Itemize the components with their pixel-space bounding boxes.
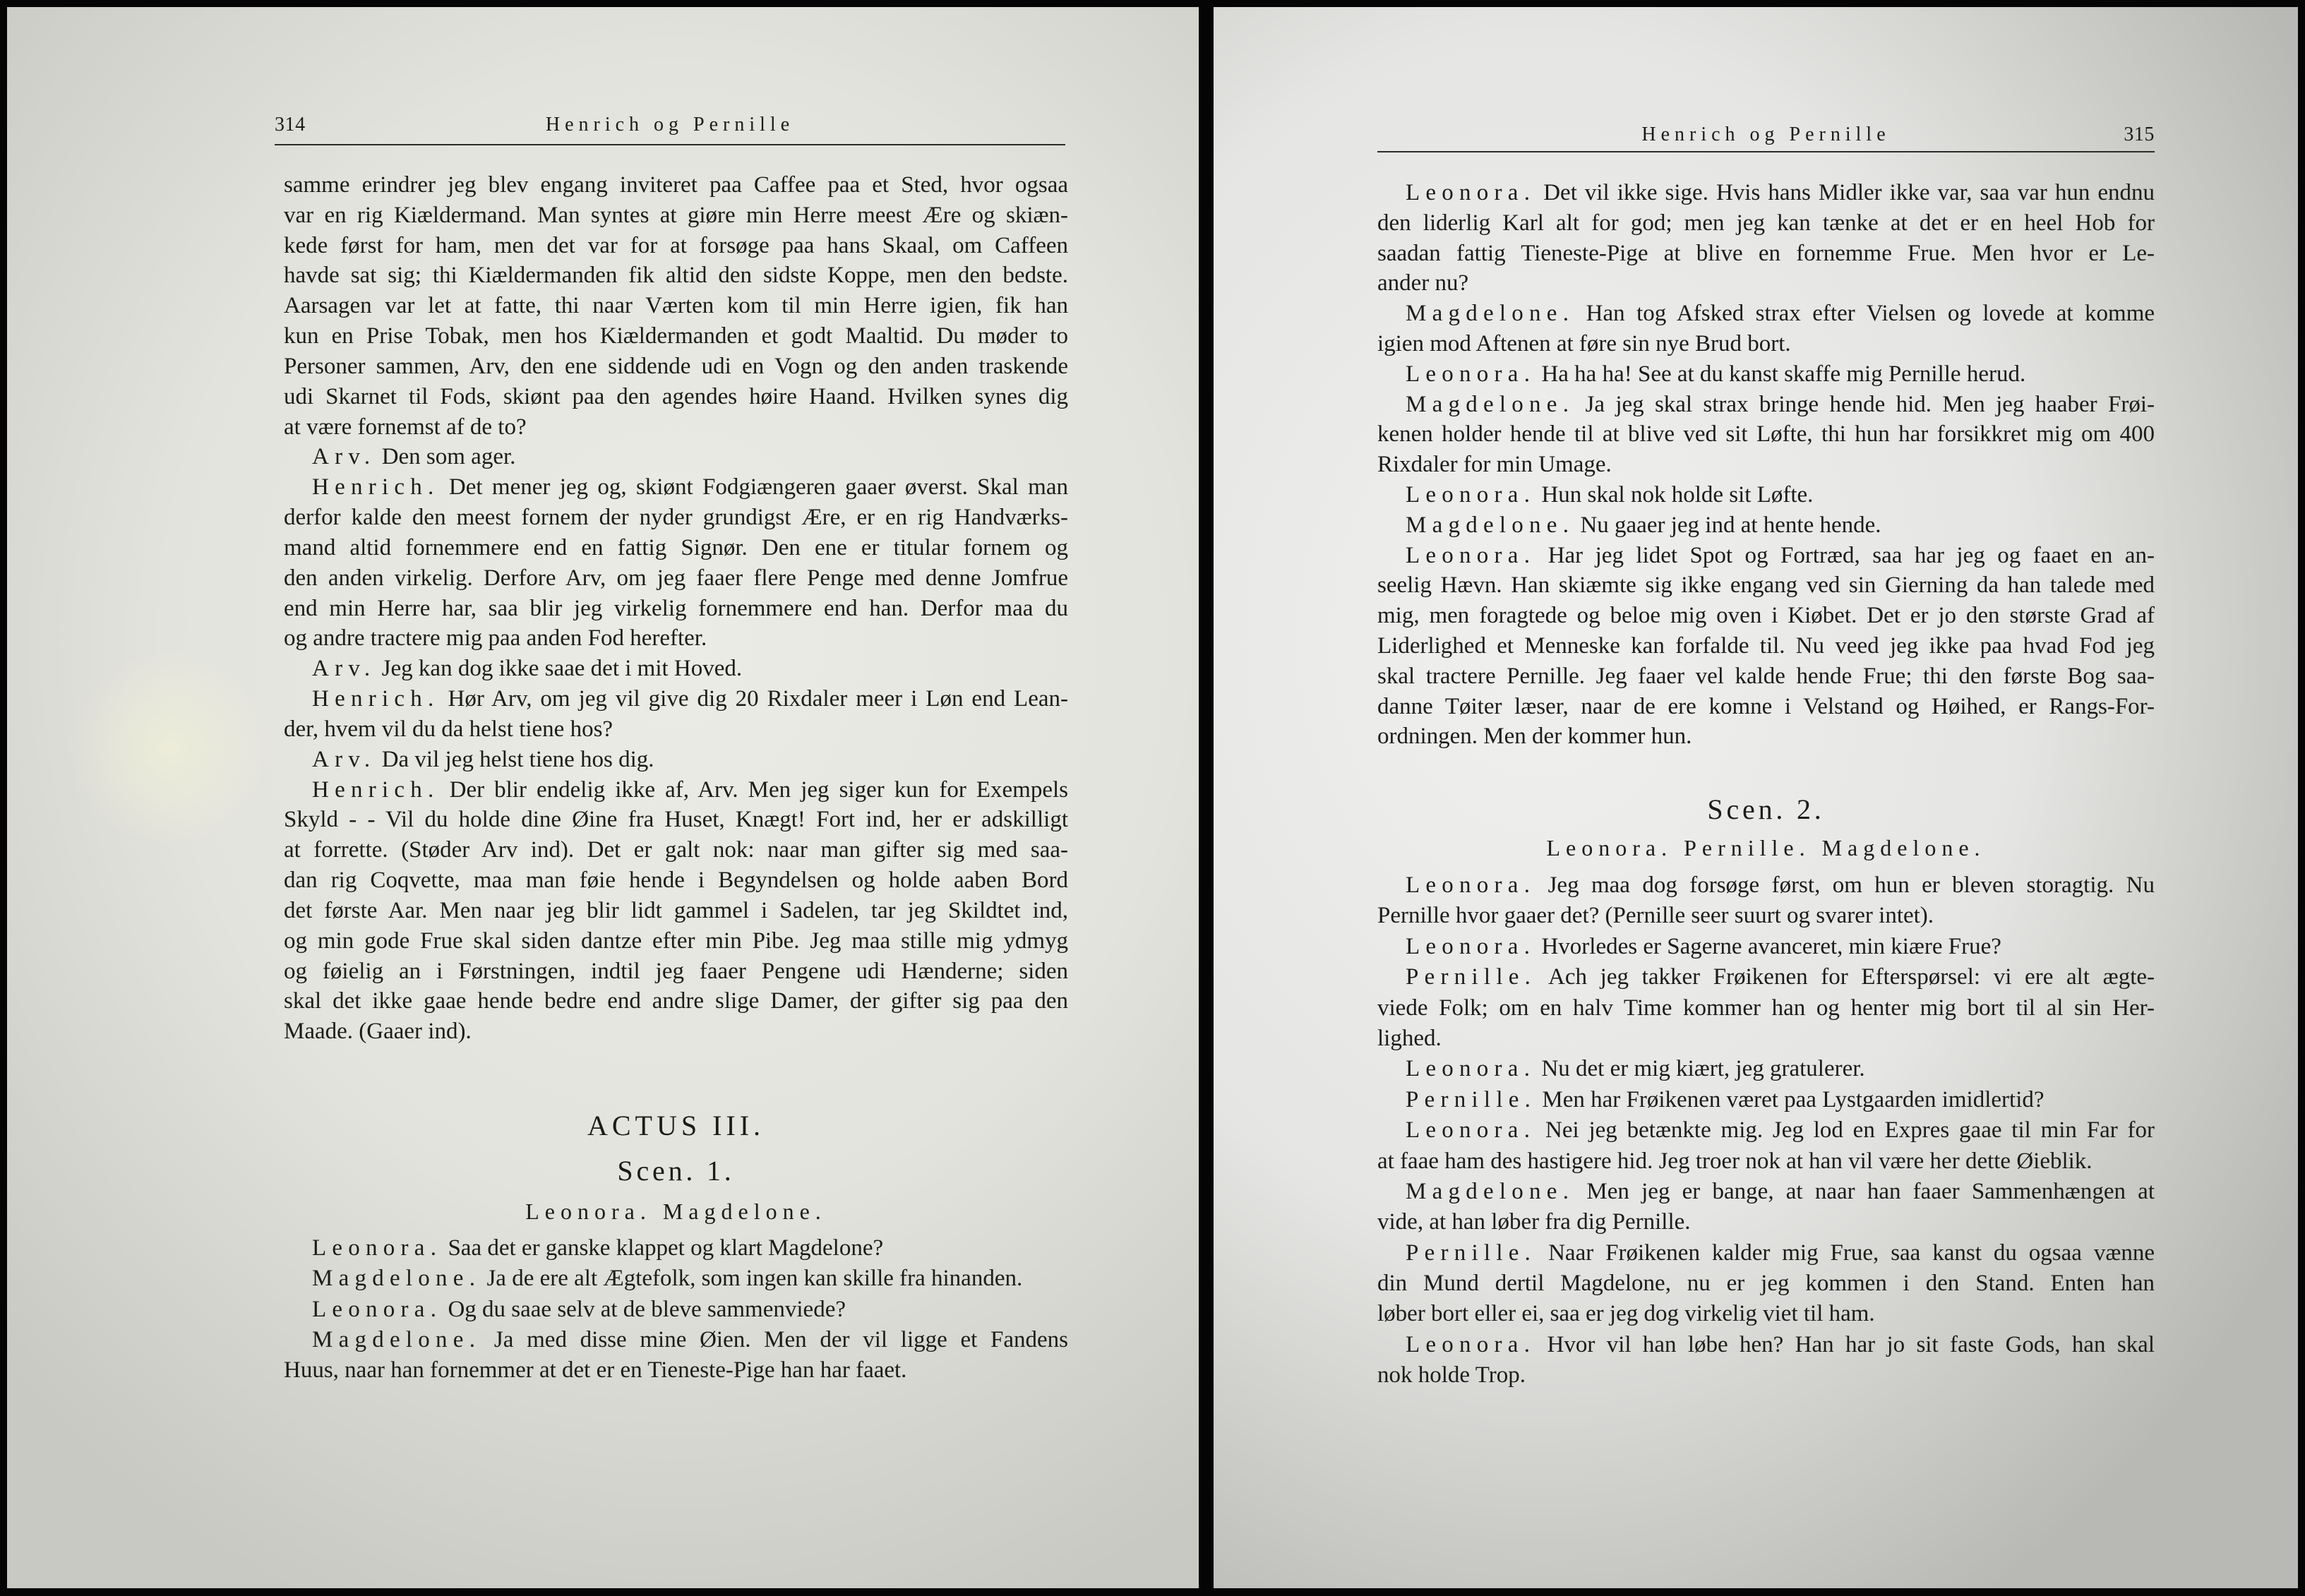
speech	[284, 442, 1068, 472]
text-line	[284, 1295, 1068, 1325]
text-line	[1377, 1299, 2155, 1329]
text-line	[284, 533, 1068, 563]
text-line	[1377, 239, 2155, 269]
line-text: Jeg maa dog forsøge først, om hun er bleven storagtig. Nu	[1547, 872, 2155, 898]
left-page	[7, 7, 1199, 1588]
line-text: Hvor vil han løbe hen? Han har jo sit faste Gods, han skal	[1547, 1331, 2155, 1357]
line-text: nok holde Trop.	[1377, 1362, 1526, 1388]
paragraph	[284, 170, 1068, 442]
line-text: og føielig an i Førstningen, indtil jeg faaer Pengene udi Hænderne; siden	[284, 958, 1068, 984]
dialogue-block	[1377, 870, 2155, 1391]
text-line	[1377, 178, 2155, 208]
text-line	[284, 986, 1068, 1016]
line-text: Der blir endelig ikke af, Arv. Men jeg siger kun for Exempels	[449, 776, 1069, 803]
text-line	[284, 805, 1068, 835]
speech	[284, 654, 1068, 684]
text-line	[284, 926, 1068, 956]
speech	[284, 1325, 1068, 1386]
speaker-name: Pernille.	[1406, 1240, 1537, 1266]
speaker-name: Magdelone.	[1406, 391, 1575, 417]
speaker-name: Leonora.	[312, 1296, 443, 1322]
line-text: skal det ikke gaae hende bedre end andre slige Damer, der gifter sig paa den	[284, 988, 1068, 1014]
line-text: at forrette. (Støder Arv ind). Det er galt nok: naar man gifter sig med saa-	[284, 837, 1068, 863]
speaker-name: Arv.	[312, 746, 376, 772]
speech	[284, 684, 1068, 745]
speaker-name: Henrich.	[312, 776, 440, 803]
line-text: Personer sammen, Arv, den ene siddende udi en Vogn og den anden traskende	[284, 353, 1068, 379]
speaker-name: Magdelone.	[1406, 301, 1575, 327]
text-line	[1377, 1115, 2155, 1146]
running-title: Henrich og Pernille	[1641, 124, 1891, 145]
text-line	[284, 775, 1068, 805]
text-line	[1377, 631, 2155, 661]
line-text: Liderlighed et Menneske kan forfalde til. Nu veed jeg ikke paa hvad Fod jeg	[1377, 632, 2155, 659]
line-text: viede Folk; om en halv Time kommer han og henter mig bort til al sin Her-	[1377, 995, 2155, 1021]
text-line	[1377, 601, 2155, 631]
text-line	[1377, 870, 2155, 901]
speaker-name: Leonora.	[1406, 1331, 1536, 1357]
line-text: løber bort eller ei, saa er jeg dog virkelig viet til ham.	[1377, 1301, 1875, 1327]
text-line	[1377, 1146, 2155, 1177]
speech	[1377, 962, 2155, 1054]
speech	[1377, 932, 2155, 962]
line-text: dan rig Coqvette, maa man føie hende i Begyndelsen og holde aaben Bord	[284, 868, 1068, 894]
dialogue-block	[284, 170, 1068, 1047]
page-number: 314	[275, 114, 306, 136]
speech	[1377, 1330, 2155, 1391]
text-line	[284, 352, 1068, 382]
text-line	[1377, 510, 2155, 541]
line-text: og min gode Frue skal siden dantze efter min Pibe. Jeg maa stille mig ydmyg	[284, 928, 1068, 954]
speaker-name: Pernille.	[1406, 964, 1537, 990]
text-line	[1377, 901, 2155, 931]
text-line	[284, 1325, 1068, 1355]
running-title: Henrich og Pernille	[545, 114, 795, 136]
line-text: kenen holder hende til at blive ved sit Løfte, thi hun har forsikkret mig om 400	[1377, 421, 2155, 448]
scene-heading: Scen. 1.	[617, 1155, 735, 1187]
speech	[1377, 1085, 2155, 1115]
speaker-name: Leonora.	[1406, 933, 1536, 959]
speech	[284, 1233, 1068, 1264]
line-text: vide, at han løber fra dig Pernille.	[1377, 1209, 1691, 1235]
line-text: Hør Arv, om jeg vil give dig 20 Rixdaler meer i Løn end Lean-	[448, 686, 1068, 712]
text-line	[1377, 329, 2155, 359]
dialogue-block	[1377, 178, 2155, 752]
text-line	[1377, 390, 2155, 420]
text-line	[1377, 1238, 2155, 1268]
speaker-name: Magdelone.	[312, 1266, 481, 1292]
speaker-name: Magdelone.	[1406, 512, 1575, 538]
line-text: end min Herre har, saa blir jeg virkelig fornemmere end han. Derfor maa du	[284, 595, 1068, 621]
text-line	[1377, 1085, 2155, 1115]
line-text: ordningen. Men der kommer hun.	[1377, 724, 1692, 750]
text-line	[1377, 1207, 2155, 1237]
speech	[284, 472, 1068, 654]
dialogue-block	[284, 1233, 1068, 1386]
text-line	[1377, 450, 2155, 480]
speaker-name: Henrich.	[312, 686, 440, 712]
line-text: Saa det er ganske klappet og klart Magdelone?	[448, 1235, 884, 1261]
line-text: din Mund dertil Magdelone, nu er jeg kommen i den Stand. Enten han	[1377, 1271, 2155, 1297]
line-text: var en rig Kiældermand. Man syntes at giøre min Herre meest Ære og skiæn-	[284, 202, 1068, 228]
speech	[1377, 870, 2155, 932]
text-line	[284, 472, 1068, 503]
line-text: Rixdaler for min Umage.	[1377, 452, 1612, 478]
text-line	[284, 1264, 1068, 1294]
line-text: mand altid fornemmere end en fattig Signør. Den ene er titular fornem og	[284, 534, 1068, 560]
text-line	[284, 714, 1068, 745]
line-text: Aarsagen var let at fatte, thi naar Værten kom til min Herre igien, fik han	[284, 293, 1068, 319]
line-text: Det vil ikke sige. Hvis hans Midler ikke var, saa var hun endnu	[1543, 180, 2155, 205]
text-line	[1377, 570, 2155, 601]
text-line	[1377, 1330, 2155, 1360]
speech	[1377, 390, 2155, 480]
text-line	[284, 260, 1068, 291]
scene-cast: Leonora. Magdelone.	[525, 1199, 827, 1224]
line-text: Ha ha ha! See at du kanst skaffe mig Pernille herud.	[1541, 361, 2026, 387]
text-line	[284, 1016, 1068, 1047]
text-line	[1377, 1177, 2155, 1207]
speaker-name: Leonora.	[1406, 481, 1536, 508]
speaker-name: Arv.	[312, 444, 376, 470]
line-text: havde sat sig; thi Kiældermanden fik altid den sidste Koppe, men den bedste.	[284, 263, 1068, 289]
text-line	[1377, 419, 2155, 450]
speaker-name: Leonora.	[312, 1235, 443, 1261]
speaker-name: Leonora.	[1406, 542, 1536, 568]
text-line	[1377, 1268, 2155, 1299]
text-line	[1377, 208, 2155, 239]
line-text: der, hvem vil du da helst tiene hos?	[284, 716, 613, 742]
line-text: Ja de ere alt Ægtefolk, som ingen kan skille fra hinanden.	[486, 1266, 1023, 1292]
speaker-name: Magdelone.	[312, 1326, 481, 1352]
line-text: og andre tractere mig paa anden Fod herefter.	[284, 625, 707, 652]
text-line	[284, 684, 1068, 714]
speech	[1377, 299, 2155, 359]
speech	[1377, 1115, 2155, 1177]
line-text: Det mener jeg og, skiønt Fodgiængeren gaaer øverst. Skal man	[448, 474, 1068, 500]
text-line	[284, 503, 1068, 533]
header-rule	[1377, 151, 2155, 152]
text-line	[284, 382, 1068, 412]
line-text: Nu gaaer jeg ind at hente hende.	[1580, 512, 1881, 538]
line-text: Og du saae selv at de bleve sammenviede?	[448, 1296, 846, 1322]
scene-cast: Leonora. Pernille. Magdelone.	[1546, 835, 1986, 860]
right-page	[1214, 7, 2298, 1588]
text-line	[1377, 1054, 2155, 1084]
text-line	[1377, 1024, 2155, 1054]
line-text: Hun skal nok holde sit Løfte.	[1541, 481, 1814, 508]
text-line	[284, 865, 1068, 896]
speaker-name: Leonora.	[1406, 872, 1536, 898]
act-heading: ACTUS III.	[587, 1110, 765, 1141]
text-line	[1377, 299, 2155, 329]
line-text: Ach jeg takker Frøikenen for Efterspørsel: vi ere alt ægte-	[1548, 964, 2155, 990]
text-line	[284, 1355, 1068, 1386]
line-text: Naar Frøikenen kalder mig Frue, saa kanst du ogsaa vænne	[1548, 1240, 2155, 1266]
text-line	[1377, 692, 2155, 722]
page-number: 315	[2124, 124, 2155, 145]
text-line	[1377, 1360, 2155, 1391]
speech	[284, 775, 1068, 1047]
line-text: den anden virkelig. Derfore Arv, om jeg faaer flere Penge med denne Jomfrue	[284, 565, 1068, 591]
text-line	[1377, 721, 2155, 752]
text-line	[284, 170, 1068, 200]
text-line	[284, 1233, 1068, 1264]
speech	[1377, 1054, 2155, 1084]
text-line	[284, 442, 1068, 472]
text-line	[284, 563, 1068, 594]
text-line	[284, 594, 1068, 624]
text-line	[1377, 359, 2155, 390]
speaker-name: Magdelone.	[1406, 1178, 1575, 1204]
speech	[1377, 359, 2155, 390]
text-line	[284, 745, 1068, 775]
line-text: Ja med disse mine Øien. Men der vil ligge et Fandens	[493, 1326, 1069, 1352]
speech	[1377, 1177, 2155, 1238]
line-text: det første Aar. Men naar jeg blir lidt gammel i Sadelen, tar jeg Skildtet ind,	[284, 897, 1068, 923]
line-text: lighed.	[1377, 1025, 1442, 1051]
line-text: Ja jeg skal strax bringe hende hid. Men jeg haaber Frøi-	[1585, 391, 2155, 417]
speech	[284, 1295, 1068, 1325]
text-line	[1377, 480, 2155, 510]
line-text: skal tractere Pernille. Jeg faaer vel kalde hende Frue; thi den første Bog saa-	[1377, 663, 2155, 689]
speech	[1377, 178, 2155, 299]
text-line	[1377, 541, 2155, 571]
text-line	[1377, 993, 2155, 1024]
line-text: Maade. (Gaaer ind).	[284, 1019, 472, 1045]
line-text: kun en Prise Tobak, men hos Kiældermanden et godt Maaltid. Du møder to	[284, 323, 1068, 349]
line-text: Skyld - - Vil du holde dine Øine fra Huset, Knægt! Fort ind, her er adskilligt	[284, 807, 1068, 833]
line-text: Nu det er mig kiært, jeg gratulerer.	[1541, 1056, 1865, 1082]
line-text: udi Skarnet til Fods, skiønt paa den agendes høire Haand. Hvilken synes dig	[284, 383, 1068, 409]
running-head	[1377, 121, 2155, 149]
line-text: mig, men foragtede og beloe mig oven i Kiøbet. Det er jo den største Grad af	[1377, 603, 2155, 629]
line-text: at være fornemst af de to?	[284, 414, 527, 440]
speech	[284, 1264, 1068, 1294]
speaker-name: Leonora.	[1406, 1056, 1536, 1082]
line-text: saadan fattig Tieneste-Pige at blive en fornemme Frue. Men hvor er Le-	[1377, 240, 2155, 266]
text-line	[284, 623, 1068, 654]
line-text: derfor kalde den meest fornem der nyder grundigst Ære, er en rig Handværks-	[284, 505, 1068, 531]
speaker-name: Leonora.	[1406, 180, 1536, 205]
speech	[1377, 1238, 2155, 1330]
text-line	[284, 412, 1068, 443]
text-line	[284, 321, 1068, 352]
line-text: samme erindrer jeg blev engang inviteret paa Caffee paa et Sted, hvor ogsaa	[284, 172, 1068, 198]
text-line	[1377, 962, 2155, 992]
line-text: Men har Frøikenen været paa Lystgaarden imidlertid?	[1542, 1086, 2044, 1112]
text-line	[1377, 268, 2155, 299]
line-text: Pernille hvor gaaer det? (Pernille seer suurt og svarer intet).	[1377, 903, 1934, 929]
text-line	[284, 231, 1068, 261]
line-text: danne Tøiter læser, naar de ere komne i Velstand og Høihed, er Rangs-For-	[1377, 693, 2155, 719]
line-text: den liderlig Karl alt for god; men jeg kan tænke at det er en heel Hob for	[1377, 210, 2155, 236]
speaker-name: Leonora.	[1406, 1117, 1536, 1144]
text-line	[284, 200, 1068, 231]
line-text: ander nu?	[1377, 270, 1469, 296]
line-text: Men jeg er bange, at naar han faaer Sammenhængen at	[1586, 1178, 2155, 1204]
text-line	[284, 835, 1068, 865]
speech	[1377, 510, 2155, 541]
speech	[1377, 480, 2155, 510]
line-text: igien mod Aftenen at føre sin nye Brud bort.	[1377, 330, 1791, 356]
line-text: Jeg kan dog ikke saae det i mit Hoved.	[381, 656, 743, 682]
text-line	[284, 956, 1068, 987]
speaker-name: Leonora.	[1406, 361, 1536, 387]
speaker-name: Pernille.	[1406, 1086, 1537, 1112]
speech	[1377, 541, 2155, 752]
line-text: Den som ager.	[381, 444, 516, 470]
text-line	[284, 291, 1068, 321]
line-text: Huus, naar han fornemmer at det er en Tieneste-Pige han har faaet.	[284, 1357, 907, 1383]
line-text: Han tog Afsked strax efter Vielsen og lovede at komme	[1586, 301, 2155, 327]
text-line	[1377, 661, 2155, 692]
line-text: at faae ham des hastigere hid. Jeg troer nok at han vil være her dette Øieblik.	[1377, 1148, 2093, 1174]
line-text: Nei jeg betænkte mig. Jeg lod en Expres gaae til min Far for	[1545, 1117, 2155, 1144]
line-text: Da vil jeg helst tiene hos dig.	[381, 746, 654, 772]
text-line	[1377, 932, 2155, 962]
line-text: kede først for ham, men det var for at forsøge paa hans Skaal, om Caffeen	[284, 232, 1068, 258]
speech	[284, 745, 1068, 775]
text-line	[284, 896, 1068, 926]
running-head	[275, 111, 1065, 139]
speaker-name: Henrich.	[312, 474, 440, 500]
header-rule	[275, 144, 1065, 145]
line-text: Hvorledes er Sagerne avanceret, min kiære Frue?	[1541, 933, 2001, 959]
line-text: seelig Hævn. Han skiæmte sig ikke engang ved sin Gierning da han talede med	[1377, 572, 2155, 599]
line-text: Har jeg lidet Spot og Fortræd, saa har jeg og faaet en an-	[1547, 542, 2155, 568]
speaker-name: Arv.	[312, 656, 376, 682]
text-line	[284, 654, 1068, 684]
scene-heading: Scen. 2.	[1707, 793, 1825, 825]
